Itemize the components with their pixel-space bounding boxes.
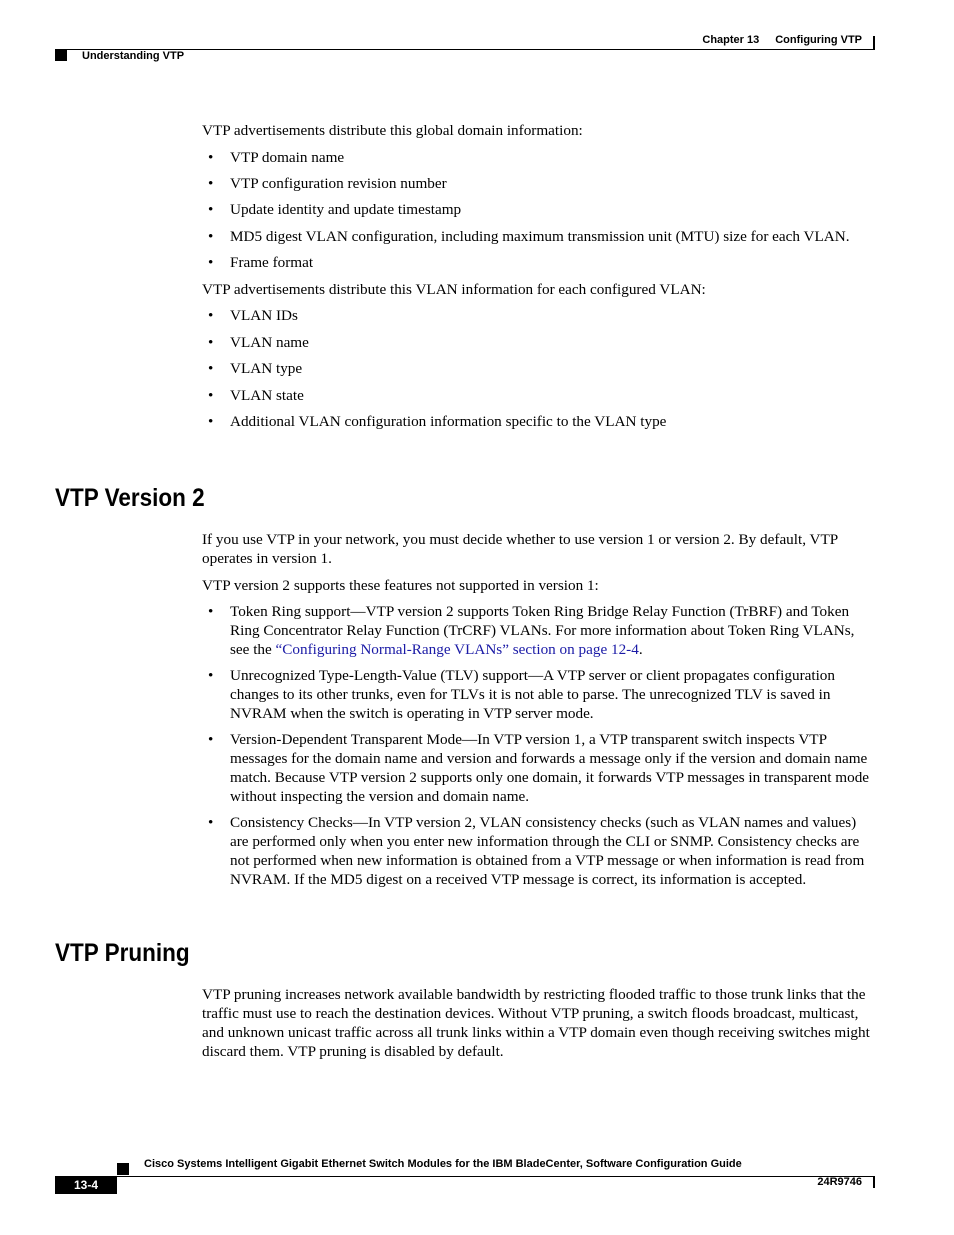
footer-square-marker bbox=[117, 1163, 129, 1175]
pruning-paragraph: VTP pruning increases network available bandwidth by restricting flooded traffic to those trunk links that the traffic must use to reach the destination devices. Without VTP pruning, a switch floods broadcast, multicast, and unknown unicast traffic across all trunk links within a VTP domain even though receiving switches might discard them. VTP pruning is disabled by default. bbox=[202, 986, 870, 1060]
page-number: 13-4 bbox=[73, 1178, 99, 1192]
list-item: • VLAN name bbox=[202, 333, 874, 352]
footer-rule bbox=[55, 1176, 875, 1177]
vlan-info-lead: VTP advertisements distribute this VLAN information for each configured VLAN: bbox=[202, 281, 706, 298]
list-item: • Update identity and update timestamp bbox=[202, 200, 874, 219]
section-heading-vtp-pruning: VTP Pruning bbox=[55, 939, 190, 967]
feature-token-ring-end: . bbox=[638, 641, 643, 658]
chapter-title: Configuring VTP bbox=[775, 34, 862, 46]
document-number: 24R9746 bbox=[817, 1176, 862, 1188]
feature-tlv-support: • Unrecognized Type-Length-Value (TLV) support—A VTP server or client propagates configuration changes to its other trunks, even for TLVs it is not able to parse. The unrecognized TLV is saved in NVRAM when the switch is operating in VTP server mode. bbox=[202, 666, 874, 723]
vlan-info-list bbox=[202, 306, 874, 431]
intro-block bbox=[202, 121, 874, 431]
header-right-bar bbox=[873, 36, 875, 50]
list-item: • MD5 digest VLAN configuration, including maximum transmission unit (MTU) size for each VLAN. bbox=[202, 227, 874, 246]
global-info-list bbox=[202, 148, 874, 272]
header-square-marker bbox=[55, 50, 67, 61]
list-item: • VTP configuration revision number bbox=[202, 174, 874, 193]
version2-features-lead: VTP version 2 supports these features not supported in version 1: bbox=[202, 577, 599, 594]
feature-consistency-checks: • Consistency Checks—In VTP version 2, VLAN consistency checks (such as VLAN names and values) are performed only when you enter new information through the CLI or SNMP. Consistency checks are not performed when new information is obtained from a VTP message or when information is read from NVRAM. If the MD5 digest on a received VTP message is correct, its information is accepted. bbox=[202, 813, 874, 889]
footer-right-bar bbox=[873, 1176, 875, 1188]
running-header-section: Understanding VTP bbox=[82, 50, 185, 62]
footer-guide-title: Cisco Systems Intelligent Gigabit Ethernet Switch Modules for the IBM BladeCenter, Software Configuration Guide bbox=[144, 1158, 742, 1170]
feature-token-ring-text: Token Ring support—VTP version 2 supports Token Ring Bridge Relay Function (TrBRF) and Token Ring Concentrator Relay Function (TrCRF) VLANs. For more information about Token Ring VLANs, see the bbox=[230, 603, 855, 658]
chapter-number: Chapter 13 bbox=[702, 34, 760, 46]
running-header-chapter bbox=[702, 34, 862, 46]
list-item: • VLAN state bbox=[202, 386, 874, 405]
list-item: • VLAN type bbox=[202, 359, 874, 378]
list-item: • Additional VLAN configuration information specific to the VLAN type bbox=[202, 412, 874, 431]
version2-block bbox=[202, 530, 874, 889]
list-item: • Frame format bbox=[202, 253, 874, 272]
section-heading-vtp-version-2: VTP Version 2 bbox=[55, 484, 205, 512]
version2-intro: If you use VTP in your network, you must decide whether to use version 1 or version 2. By default, VTP operates in version 1. bbox=[202, 531, 838, 567]
feature-token-ring bbox=[202, 602, 874, 659]
version2-features-list bbox=[202, 602, 874, 889]
configuring-vlans-link[interactable]: “Configuring Normal-Range VLANs” section on page 12-4 bbox=[275, 641, 639, 658]
pruning-block bbox=[202, 985, 874, 1061]
list-item: • VTP domain name bbox=[202, 148, 874, 167]
feature-transparent-mode: • Version-Dependent Transparent Mode—In VTP version 1, a VTP transparent switch inspects VTP messages for the domain name and version and forwards a message only if the version and domain name match. Because VTP version 2 supports only one domain, it forwards VTP messages in transparent mode without inspecting the version and domain name. bbox=[202, 730, 874, 806]
list-item: • VLAN IDs bbox=[202, 306, 874, 325]
global-info-lead: VTP advertisements distribute this global domain information: bbox=[202, 122, 583, 139]
